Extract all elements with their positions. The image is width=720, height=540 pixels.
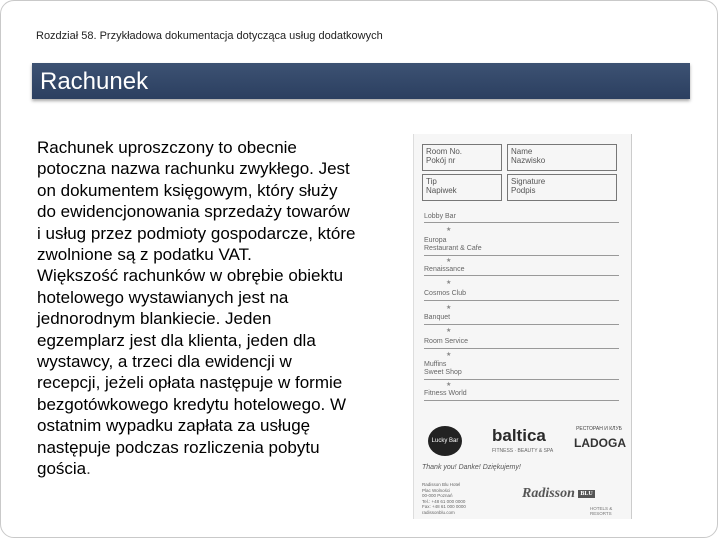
divider-line (424, 275, 619, 276)
title-bar (32, 63, 690, 99)
paragraph-2-text: Większość rachunków w obrębie obiektu hotelowego wystawianych jest na jednorodnym blankiecie. Jeden egzemplarz jest dla klienta, jeden dla wystawcy, a trzeci dla ewidencji w recepcji, jeżeli opłata następuje w formie bezgotówkowego kredytu hotelowego. W ostatnim wypadku zapłata za usługę następuje podczas rozliczenia pobytu gościa (37, 266, 347, 479)
star-icon: ★ (446, 382, 452, 388)
baltica-logo: baltica (492, 426, 546, 445)
service-item: Lobby Bar (424, 213, 456, 220)
service-item: Room Service (424, 338, 468, 345)
service-item: Cosmos Club (424, 290, 467, 297)
service-item: Banquet (424, 314, 451, 321)
service-item: Muffins Sweet Shop (424, 361, 462, 376)
divider-line (424, 400, 619, 401)
paragraph-1: Rachunek uproszczony to obecnie potoczna nazwa rachunku zwykłego. Jest on dokumentem księgowym, który służy do ewidencjonowania sprzedaży towarów i usług przez podmioty gospodarcze, które zwolnione są z podatku VAT. (37, 138, 356, 265)
tip-field: Tip Napiwek (422, 174, 502, 201)
star-icon: ★ (446, 227, 452, 233)
radisson-subtitle: HOTELS & RESORTS (590, 506, 613, 516)
divider-line (424, 255, 619, 256)
service-item: Renaissance (424, 266, 465, 273)
paragraph-2-end: . (86, 459, 91, 479)
hotel-address: Radisson Blu Hotel Plac Wolności 00-000 Poznań Tel.: +48 61 000 0000 Fax: +48 61 000 0000 radissonblu.com (422, 482, 466, 515)
divider-line (424, 379, 619, 380)
service-item: Fitness World (424, 390, 467, 397)
signature-field: Signature Podpis (507, 174, 617, 201)
radisson-name: Radisson (522, 486, 575, 501)
radisson-logo (522, 486, 595, 502)
lucky-bar-logo: Lucky Bar (428, 426, 462, 456)
divider-line (424, 324, 619, 325)
star-icon: ★ (446, 280, 452, 286)
partner-logos (422, 424, 626, 458)
star-icon: ★ (446, 305, 452, 311)
slide-title: Rachunek (40, 68, 149, 95)
name-field: Name Nazwisko (507, 144, 617, 171)
star-icon: ★ (446, 328, 452, 334)
baltica-subtitle: FITNESS · BEAUTY & SPA (492, 448, 554, 454)
star-icon: ★ (446, 258, 452, 264)
divider-line (424, 222, 619, 223)
star-icon: ★ (446, 352, 452, 358)
divider-line (424, 348, 619, 349)
ladoga-logo: LADOGA (574, 436, 626, 450)
divider-line (424, 300, 619, 301)
receipt-image (413, 134, 632, 519)
chapter-heading: Rozdział 58. Przykładowa dokumentacja dotycząca usług dodatkowych (36, 30, 383, 42)
thanks-line: Thank you! Danke! Dziękujemy! (422, 464, 521, 471)
ladoga-top-label: РЕСТОРАН И КЛУБ (576, 426, 622, 432)
radisson-badge: BLU (580, 490, 593, 497)
body-text (37, 137, 357, 480)
room-number-field: Room No. Pokój nr (422, 144, 502, 171)
paragraph-2 (37, 265, 357, 479)
service-item: Europa Restaurant & Cafe (424, 237, 482, 252)
